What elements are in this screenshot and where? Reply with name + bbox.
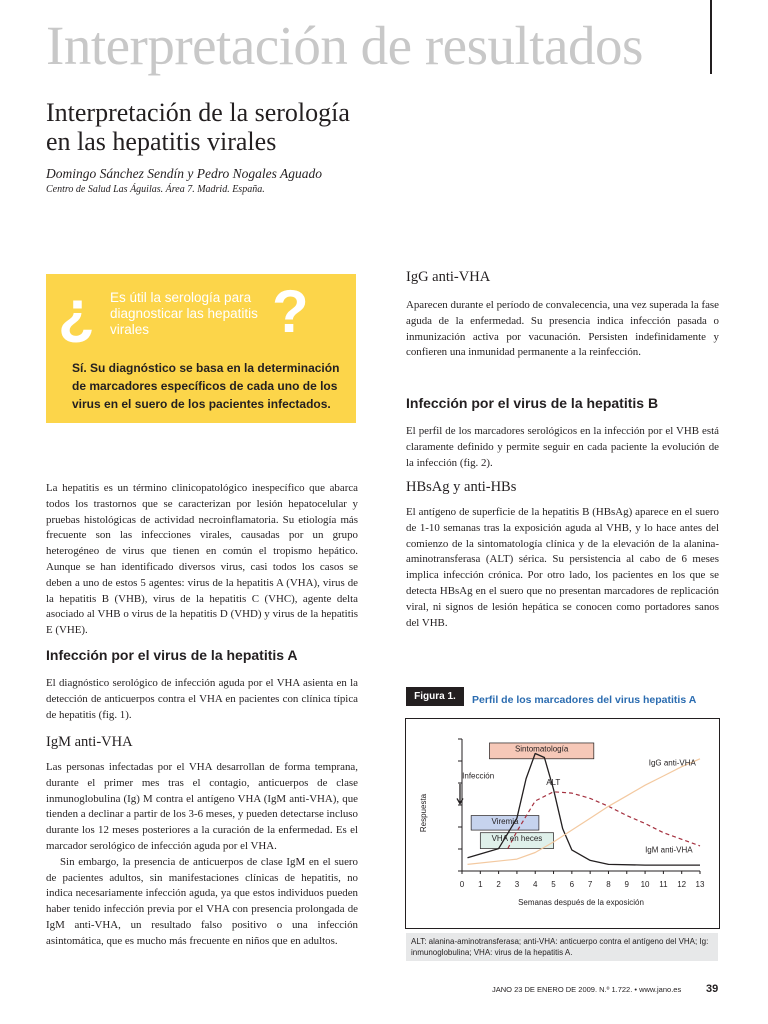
sintomatologia-label: Sintomatología xyxy=(514,744,569,754)
subheading-hbsag: HBsAg y anti-HBs xyxy=(406,479,517,495)
hepatitis-b-section xyxy=(406,424,719,471)
igg-paragraph: Aparecen durante el período de convalecencia, una vez superada la fase aguda de la enfermedad. Su presencia indica infección pasada o inmunización activa por vacunación. Persisten indefinidamente y confieren una inmunidad permanente a la reinfección. xyxy=(406,299,719,359)
igm-paragraph-2: Sin embargo, la presencia de anticuerpos de clase IgM en el suero de pacientes adultos, sin manifestaciones clínicas de hepatitis, no indica necesariamente infección aguda, ya que estos individuos pueden haber tenido infección previa por el VHA con presencia prolongada de IgM anti-VHA, un resultado falso positivo o una infección asintomática, que es mucho más frecuente en niños que en adultos. xyxy=(46,855,358,947)
article-authors: Domingo Sánchez Sendín y Pedro Nogales Aguado xyxy=(46,166,322,181)
subheading-igm: IgM anti-VHA xyxy=(46,734,133,750)
heading-hepatitis-b: Infección por el virus de la hepatitis B xyxy=(406,395,659,411)
article-affiliation: Centro de Salud Las Águilas. Área 7. Madrid. España. xyxy=(46,184,265,195)
figure-caption: ALT: alanina-aminotransferasa; anti-VHA: anticuerpo contra el antígeno del VHA; Ig: inmunoglobulina; VHA: virus de la hepatitis A. xyxy=(406,933,718,961)
igm-label: IgM anti-VHA xyxy=(645,845,693,855)
infeccion-label: Infección xyxy=(462,771,495,781)
igg-section xyxy=(406,298,719,361)
intro-paragraph xyxy=(46,481,358,639)
article-title xyxy=(46,98,350,156)
alt-label: ALT xyxy=(546,778,561,788)
viremia-label: Viremia xyxy=(491,817,519,827)
subheading-igg: IgG anti-VHA xyxy=(406,269,491,285)
x-tick-label: 7 xyxy=(587,880,593,889)
page-number: 39 xyxy=(706,983,719,995)
hbsag-section xyxy=(406,505,719,631)
chart-svg xyxy=(406,719,719,928)
x-tick-label: 8 xyxy=(606,880,611,889)
hbsag-paragraph: El antígeno de superficie de la hepatitis B (HBsAg) aparece en el suero de 1-10 semanas tras la exposición aguda al VHB, y lo hace antes del comienzo de la sintomatología clínica y de la elevación de la alanina-aminotransferasa (ALT) sérica. Su persistencia al cabo de 6 meses implica infección crónica. Por otro lado, los pacientes en los que se detecta HBsAg en el suero que no presentan marcadores de replicación viral, ni signos de lesión hepática se conocen como portadores sanos del VHB. xyxy=(406,506,719,629)
figure-title: Perfil de los marcadores del virus hepatitis A xyxy=(472,694,697,706)
x-tick-label: 0 xyxy=(459,880,465,889)
x-tick-label: 11 xyxy=(659,880,668,889)
intro-text: La hepatitis es un término clinicopatológico inespecífico que abarca todos los trastornos que se caracterizan por lesión hepatocelular y pruebas histológicas de actividad necroinflamatoria. Su etiología más frecuente son las infecciones virales, causadas por un grupo heterogéneo de virus que tienen en común el tropismo hepático. Aunque se han identificado diversos virus, casi todos los casos se deben a uno de estos 5 agentes: virus de la hepatitis A (VHA), virus de la hepatitis B (VHB), virus de la hepatitis C (VHC), agente delta asociado al VHB o virus de la hepatitis D (VHD) y virus de la hepatitis E (VHE). xyxy=(46,482,358,637)
paragraph-hepatitis-a xyxy=(46,676,358,723)
x-tick-label: 1 xyxy=(478,880,483,889)
x-tick-label: 2 xyxy=(496,880,501,889)
article-title-line1: Interpretación de la serología xyxy=(46,98,350,127)
x-tick-label: 13 xyxy=(695,880,705,889)
x-tick-label: 10 xyxy=(640,880,650,889)
x-tick-label: 4 xyxy=(533,880,538,889)
igm-paragraph-1: Las personas infectadas por el VHA desarrollan de forma temprana, durante el primer mes tras el contagio, anticuerpos de clase inmunoglobulina (Ig) M contra el antígeno VHA (IgM anti-VHA), que tienden a declinar a partir de los 3-6 meses, y pueden detectarse incluso durante los 12 meses posteriores a la curación de la enfermedad. Es el marcador serológico de infección aguda por el VHA. xyxy=(46,761,358,852)
figure-frame xyxy=(405,718,720,929)
hepatitis-a-text: El diagnóstico serológico de infección aguda por el VHA asienta en la detección de anticuerpos contra el VHA en pacientes con clínica típica de hepatitis (fig. 1). xyxy=(46,677,358,721)
x-tick-label: 12 xyxy=(677,880,687,889)
x-tick-label: 6 xyxy=(569,880,575,889)
heces-label: VHA en heces xyxy=(491,834,543,844)
y-axis-title: Respuesta xyxy=(419,793,428,833)
x-axis-title: Semanas después de la exposición xyxy=(518,898,644,907)
heading-hepatitis-a: Infección por el virus de la hepatitis A xyxy=(46,647,298,663)
footer-citation: JANO 23 DE ENERO DE 2009. N.º 1.722. • www.jano.es xyxy=(492,985,682,994)
x-tick-label: 9 xyxy=(624,880,629,889)
answer-text: Sí. Su diagnóstico se basa en la determinación de marcadores específicos de cada uno de los virus en el suero de los pacientes infectados. xyxy=(72,361,340,411)
x-tick-label: 5 xyxy=(551,880,556,889)
igg-label: IgG anti-VHA xyxy=(648,758,696,768)
article-title-line2: en las hepatitis virales xyxy=(46,127,277,156)
figure-label: Figura 1. xyxy=(406,687,464,706)
open-question-mark: ¿ xyxy=(58,278,95,345)
section-banner: Interpretación de resultados xyxy=(46,15,643,76)
close-question-mark: ? xyxy=(272,278,309,345)
banner-divider xyxy=(710,0,712,74)
hepatitis-b-paragraph: El perfil de los marcadores serológicos en la infección por el VHB está claramente definido y permite seguir en cada paciente la evolución de la infección (fig. 2). xyxy=(406,425,719,469)
question-text: Es útil la serología para diagnosticar las hepatitis virales xyxy=(110,290,258,337)
igm-section xyxy=(46,760,358,950)
x-tick-label: 3 xyxy=(514,880,520,889)
